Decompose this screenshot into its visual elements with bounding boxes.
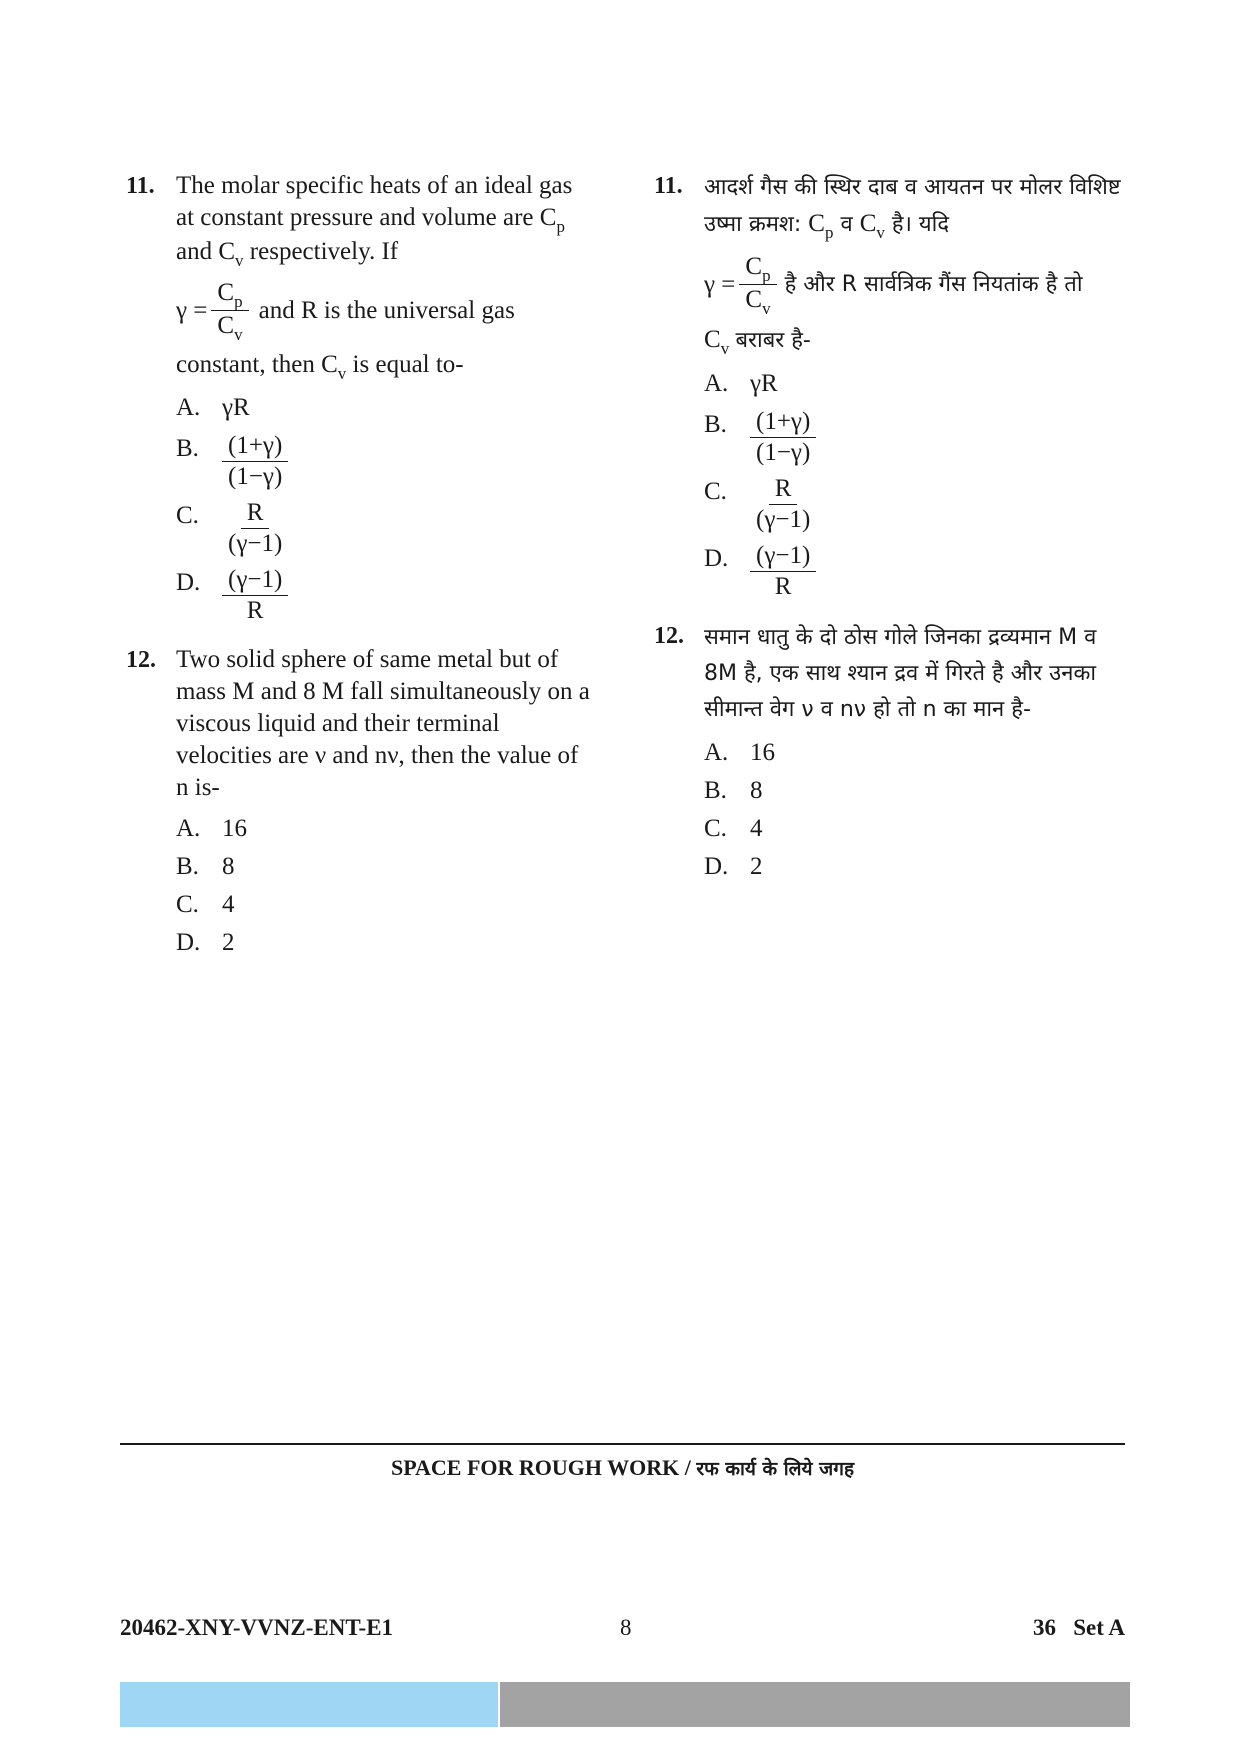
question-text: The molar specific heats of an ideal gas at constant pressure and volume are $C_p$ and $C_v$ respectively. If (176, 172, 573, 270)
option-b[interactable]: B. 8 (704, 777, 763, 804)
option-c[interactable]: C. $\frac{R}{(\gamma-1)}$ (704, 475, 811, 533)
option-a[interactable]: A. 16 (176, 815, 247, 842)
footer-bar-blue (120, 1682, 498, 1727)
option-d[interactable]: D. $\frac{(\gamma-1)}{R}$ (176, 565, 596, 626)
footer-bar-gray (500, 1682, 1130, 1727)
option-d[interactable]: D. $\frac{(\gamma-1)}{R}$ (704, 541, 1134, 602)
question-number: 12. (126, 647, 156, 673)
gamma-definition: γ = $\frac{C_p}{C_v}$ है और R सार्वत्रिक गैंस नियतांक है तो (704, 253, 1083, 318)
question-number: 11. (654, 173, 683, 199)
rough-work-divider (120, 1443, 1125, 1445)
option-c[interactable]: C. 4 (176, 891, 235, 918)
options-list (176, 391, 596, 626)
options-list (176, 812, 596, 960)
question-number: 12. (654, 623, 684, 649)
options-list (704, 736, 1134, 884)
question-text-cont: $C_v$ बराबर है- (704, 326, 811, 358)
gamma-fraction: $\frac{C_p}{C_v}$ (739, 252, 776, 317)
option-b[interactable]: B. $\frac{(1+\gamma)}{(1-\gamma)}$ (176, 431, 596, 492)
options-list (704, 367, 1134, 602)
option-a[interactable]: A. 16 (704, 739, 775, 766)
question-text: आदर्श गैस की स्थिर दाब व आयतन पर मोलर विशिष्ट उष्मा क्रमश: $C_p$ व $C_v$ है। यदि (704, 175, 1121, 242)
rough-work-label: SPACE FOR ROUGH WORK / रफ कार्य के लिये जगह (390, 1455, 855, 1480)
question-text-cont: constant, then $C_v$ is equal to- (176, 351, 464, 383)
set-label: 36 Set A (1033, 1615, 1125, 1640)
gamma-definition: γ = $\frac{C_p}{C_v}$ and R is the universal gas (176, 279, 515, 344)
english-column (126, 170, 596, 964)
option-c[interactable]: C. $\frac{R}{(\gamma-1)}$ (176, 499, 283, 557)
option-b[interactable]: B. 8 (176, 853, 235, 880)
question-12-en (126, 644, 596, 960)
gamma-fraction: $\frac{C_p}{C_v}$ (211, 278, 248, 343)
cp-symbol: $C_p$ (539, 204, 565, 236)
hindi-column (654, 170, 1134, 888)
option-d[interactable]: D. 2 (176, 929, 235, 956)
option-b[interactable]: B. $\frac{(1+\gamma)}{(1-\gamma)}$ (704, 407, 1134, 468)
option-a[interactable]: A. γR (704, 370, 778, 397)
question-12-hi (654, 620, 1134, 884)
question-text: समान धातु के दो ठोस गोले जिनका द्रव्यमान M व 8M है, एक साथ श्यान द्रव में गिरते है और उनका सीमान्त वेग ν व nν हो तो n का मान है- (704, 625, 1097, 722)
paper-code: 20462-XNY-VVNZ-ENT-E1 (120, 1615, 394, 1640)
option-c[interactable]: C. 4 (704, 815, 763, 842)
option-d[interactable]: D. 2 (704, 853, 763, 880)
cv-symbol: $C_v$ (218, 238, 244, 270)
question-text: Two solid sphere of same metal but of mass M and 8 M fall simultaneously on a viscous liquid and their terminal velocities are ν and nν, then the value of n is- (176, 646, 590, 801)
question-number: 11. (126, 173, 155, 199)
page-number: 8 (620, 1615, 632, 1640)
option-a[interactable]: A. γR (176, 394, 250, 421)
question-11-en (126, 170, 596, 626)
question-11-hi (654, 170, 1134, 602)
